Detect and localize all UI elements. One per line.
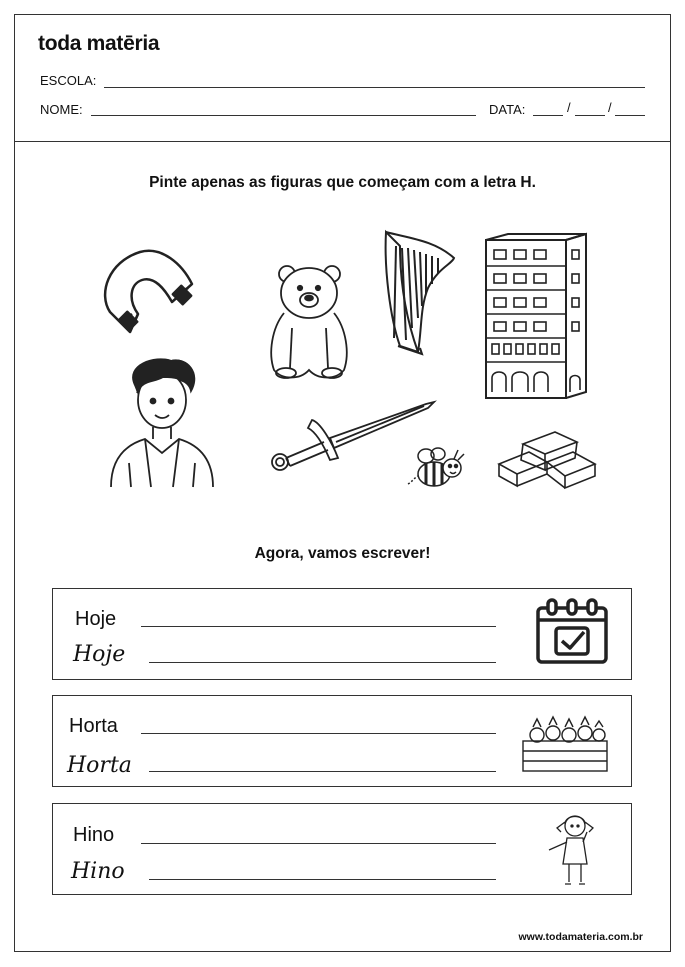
writing-line[interactable] bbox=[149, 771, 496, 772]
bee-icon[interactable] bbox=[404, 444, 466, 490]
word-cursive: Horta bbox=[67, 753, 132, 778]
calendar-icon bbox=[534, 598, 610, 666]
writing-line[interactable] bbox=[149, 879, 496, 880]
gold-bars-icon[interactable] bbox=[495, 422, 600, 490]
word-print: Hoje bbox=[75, 608, 117, 630]
word-cursive: Hino bbox=[71, 859, 125, 884]
writing-line[interactable] bbox=[141, 626, 496, 627]
word-print: Hino bbox=[73, 824, 115, 846]
writing-line[interactable] bbox=[141, 843, 496, 844]
activity1-instruction: Pinte apenas as figuras que começam com a letra H. bbox=[149, 174, 536, 191]
boy-icon[interactable] bbox=[105, 355, 217, 490]
date-separator: / bbox=[567, 100, 571, 115]
writing-line[interactable] bbox=[149, 662, 496, 663]
date-label: DATA: bbox=[489, 102, 526, 117]
word-cursive: Hoje bbox=[73, 642, 126, 667]
writing-card-hino bbox=[52, 803, 632, 895]
bear-icon[interactable] bbox=[262, 258, 357, 383]
website-footer[interactable]: www.todamateria.com.br bbox=[518, 931, 643, 943]
date-year-field[interactable] bbox=[615, 115, 645, 116]
school-label: ESCOLA: bbox=[40, 73, 97, 88]
date-month-field[interactable] bbox=[575, 115, 605, 116]
date-day-field[interactable] bbox=[533, 115, 563, 116]
magnet-icon[interactable] bbox=[100, 244, 200, 344]
name-label: NOME: bbox=[40, 102, 83, 117]
activity2-instruction: Agora, vamos escrever! bbox=[254, 545, 431, 562]
vegetable-crate-icon bbox=[519, 713, 611, 775]
word-print: Horta bbox=[69, 715, 118, 737]
girl-singing-icon bbox=[543, 810, 605, 892]
brand-logo: toda matēria bbox=[38, 32, 160, 55]
harp-icon[interactable] bbox=[378, 228, 460, 356]
writing-card-hoje bbox=[52, 588, 632, 680]
building-icon[interactable] bbox=[482, 232, 590, 402]
writing-line[interactable] bbox=[141, 733, 496, 734]
school-field[interactable] bbox=[104, 87, 645, 88]
date-separator: / bbox=[608, 100, 612, 115]
name-field[interactable] bbox=[91, 115, 476, 116]
header-divider bbox=[14, 141, 671, 142]
writing-card-horta bbox=[52, 695, 632, 787]
